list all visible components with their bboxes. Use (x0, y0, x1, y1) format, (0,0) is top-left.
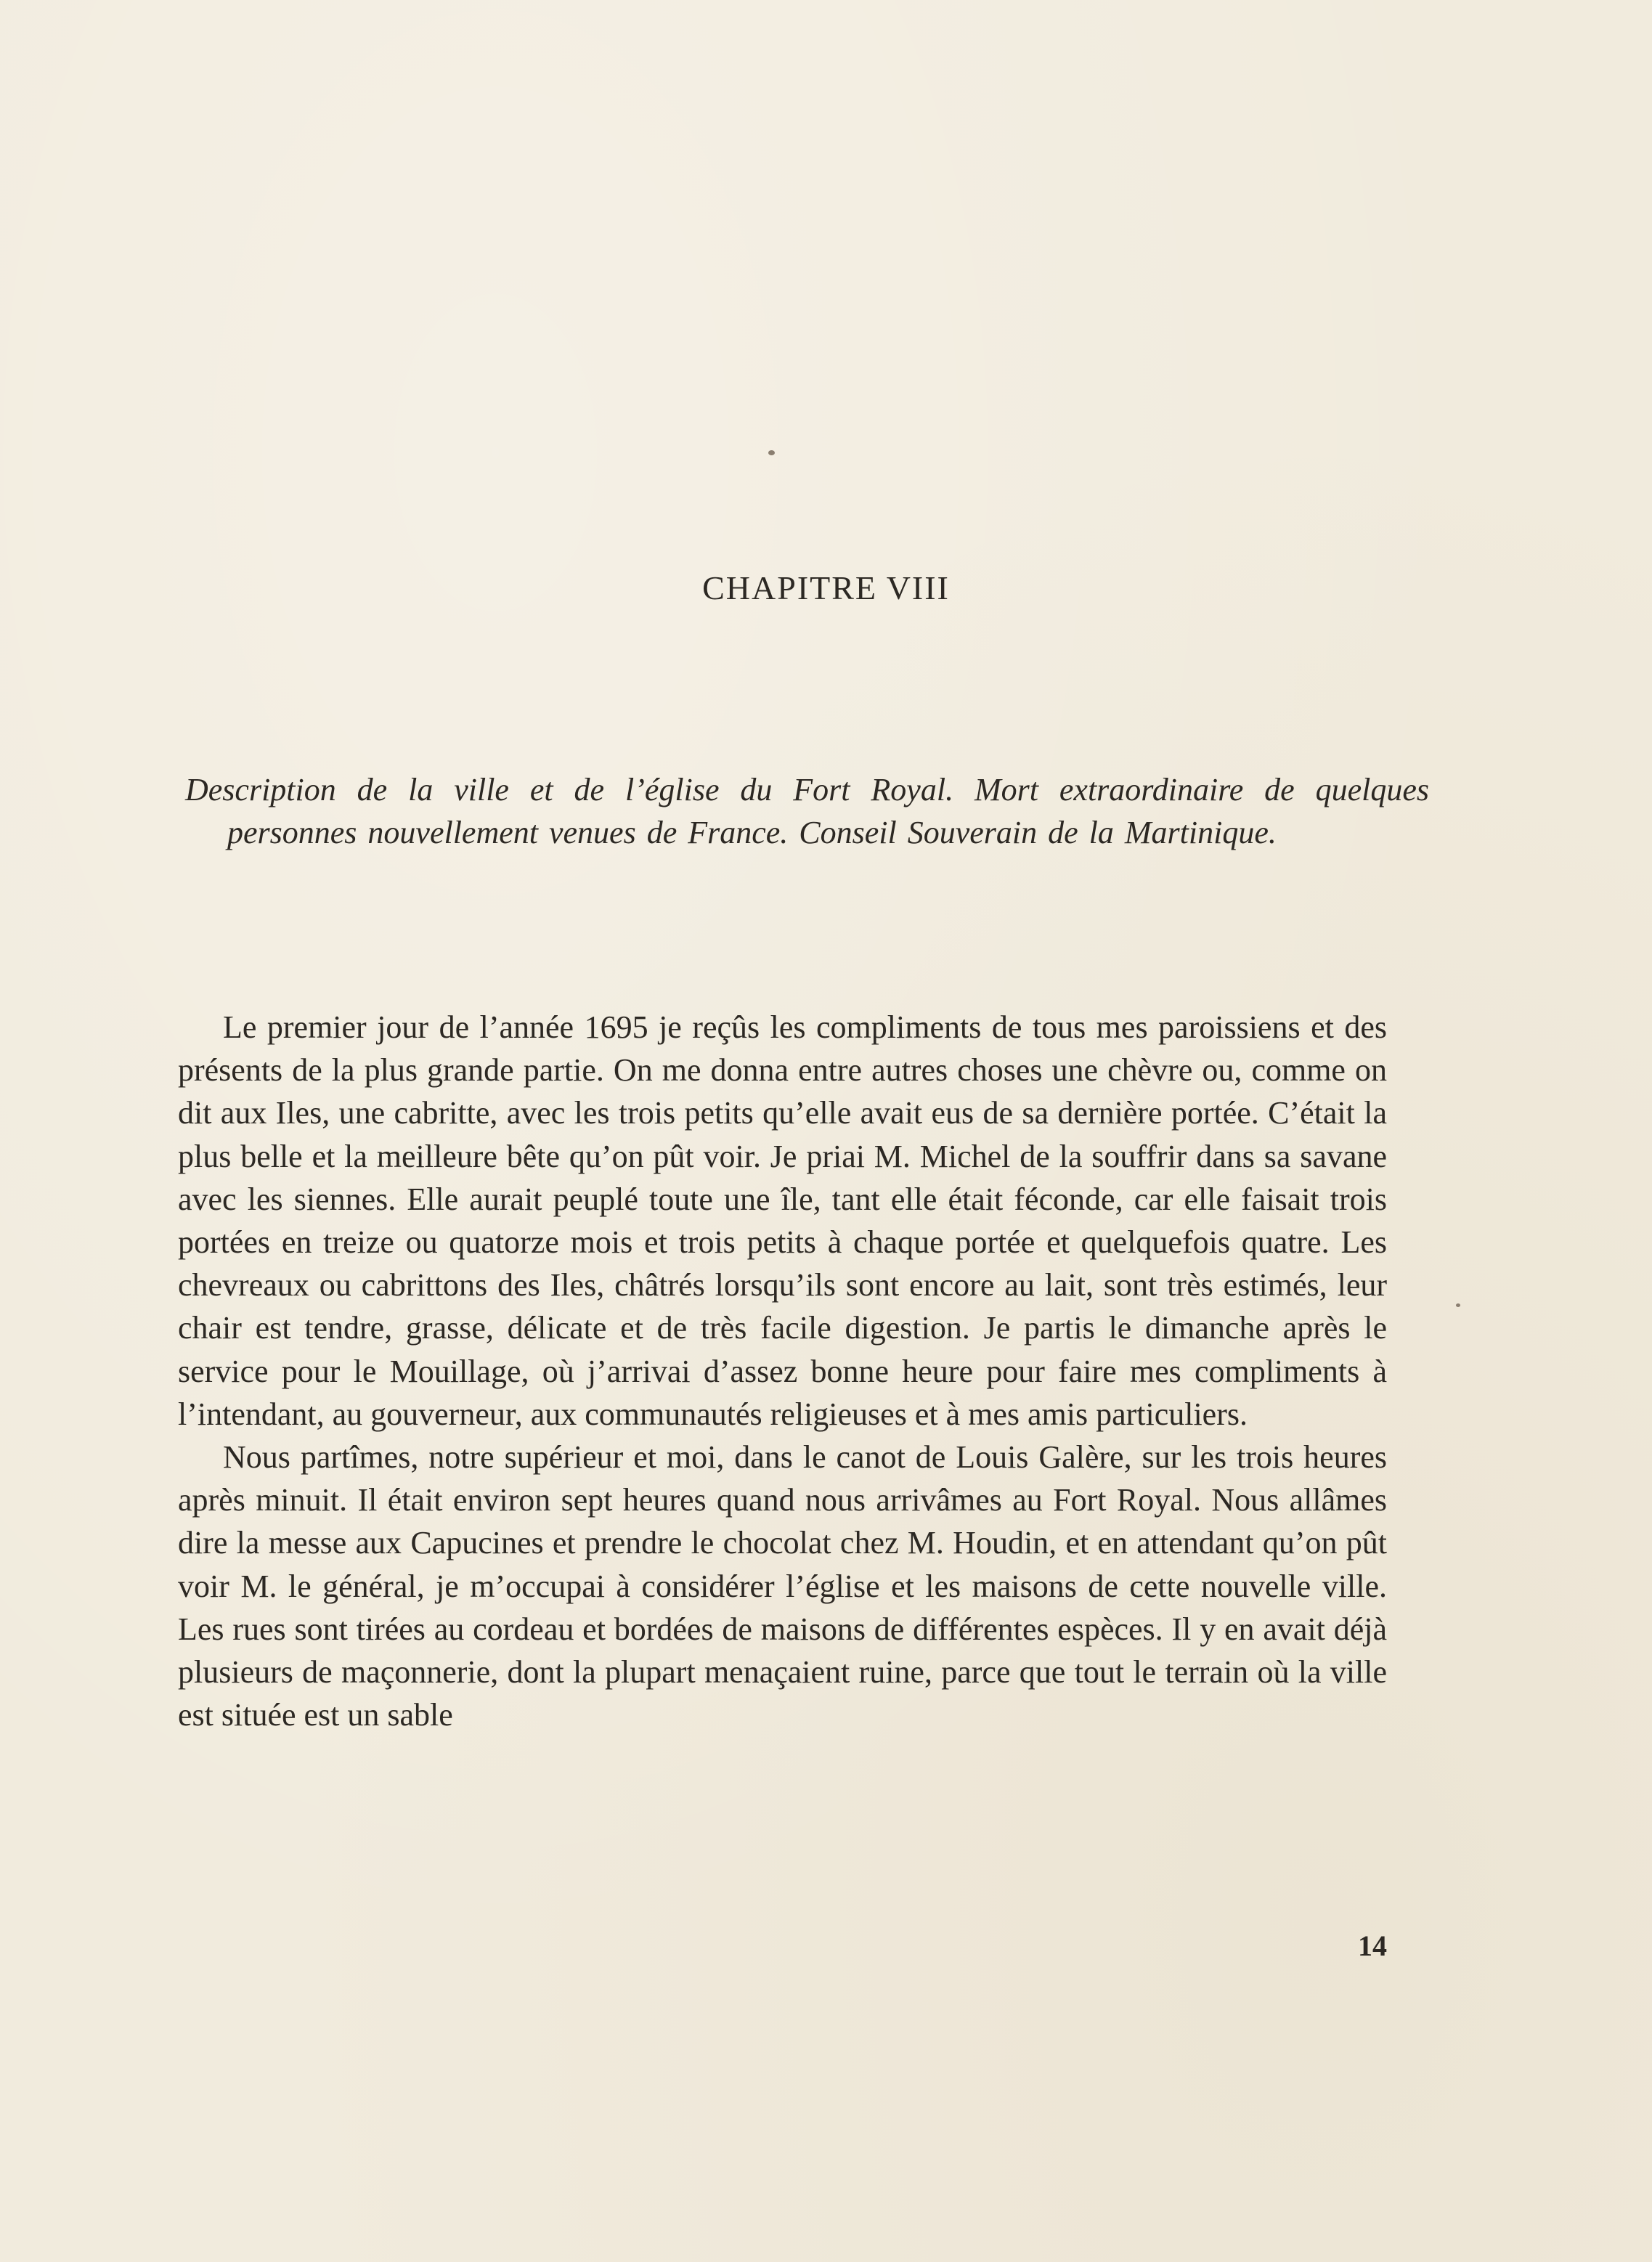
chapter-body (178, 1006, 1387, 1736)
body-paragraph: Nous partîmes, notre supérieur et moi, dans le canot de Louis Galère, sur les trois heures après minuit. Il était environ sept heures quand nous arrivâmes au Fort Royal. Nous allâmes dire la messe aux Capucines et prendre le chocolat chez M. Houdin, et en attendant qu’on pût voir M. le général, je m’occupai à considérer l’église et les maisons de cette nouvelle ville. Les rues sont tirées au cordeau et bordées de maisons de différentes espèces. Il y en avait déjà plusieurs de maçonnerie, dont la plupart menaçaient ruine, parce que tout le terrain où la ville est située est un sable (178, 1439, 1387, 1733)
chapter-title: CHAPITRE VIII (702, 569, 950, 606)
body-paragraph: Le premier jour de l’année 1695 je reçûs les compliments de tous mes paroissiens et des présents de la plus grande partie. On me donna entre autres choses une chèvre ou, comme on dit aux Iles, une cabritte, avec les trois petits qu’elle avait eus de sa dernière portée. C’était la plus belle et la meilleure bête qu’on pût voir. Je priai M. Michel de la souffrir dans sa savane avec les siennes. Elle aurait peuplé toute une île, tant elle était féconde, car elle faisait trois portées en treize ou quatorze mois et trois petits à chaque portée et quelquefois quatre. Les chevreaux ou cabrittons des Iles, châtrés lorsqu’ils sont encore au lait, sont très estimés, leur chair est tendre, grasse, délicate et de très facile digestion. Je partis le dimanche après le service pour le Mouillage, où j’arrivai d’assez bonne heure pour faire mes compliments à l’intendant, au gouverneur, aux communautés religieuses et à mes amis particuliers. (178, 1009, 1387, 1432)
chapter-summary: Description de la ville et de l’église du Fort Royal. Mort extraordinaire de quelques personnes nouvellement venues de France. Conseil Souverain de la Martinique. (185, 772, 1429, 850)
paper-speck (768, 450, 775, 455)
page-number: 14 (1358, 1929, 1387, 1962)
paper-speck (1456, 1303, 1460, 1307)
